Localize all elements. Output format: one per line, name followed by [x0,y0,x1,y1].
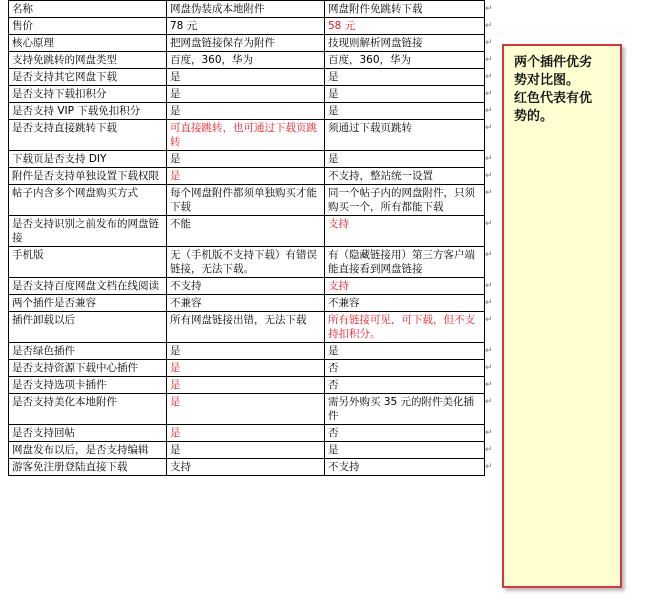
table-cell-c2: 支持 [167,459,325,476]
table-cell-c2: 是 [167,103,325,120]
table-cell-c3: 须通过下载页跳转 [325,120,485,151]
table-row [9,86,485,103]
table-cell-c2: 是 [167,394,325,425]
table-cell-c3: 网盘附件免跳转下载 [325,1,485,18]
table-row [9,425,485,442]
table-cell-c1: 手机版 [9,247,167,278]
table-cell-c2: 是 [167,377,325,394]
table-cell-c2: 把网盘链接保存为附件 [167,35,325,52]
comparison-table [8,0,485,476]
table-row [9,35,485,52]
paragraph-mark: ↵ [485,105,493,116]
table-cell-c2: 是 [167,360,325,377]
table-cell-c3: 否 [325,360,485,377]
table-cell-c1: 支持免跳转的网盘类型 [9,52,167,69]
table-cell-c3: 支持 [325,216,485,247]
table-cell-c3: 百度，360，华为 [325,52,485,69]
table-row [9,278,485,295]
table-cell-c3: 是 [325,442,485,459]
table-cell-c3: 有（隐藏链接用）第三方客户端能直接看到网盘链接 [325,247,485,278]
table-cell-c3: 是 [325,103,485,120]
table-row [9,312,485,343]
table-row [9,103,485,120]
table-cell-c2: 网盘伪装成本地附件 [167,1,325,18]
table-cell-c1: 是否支持百度网盘文档在线阅读 [9,278,167,295]
comparison-table-body [9,1,485,476]
table-cell-c3: 需另外购买 35 元的附件美化插件 [325,394,485,425]
table-row [9,151,485,168]
table-cell-c2: 可直接跳转，也可通过下载页跳转 [167,120,325,151]
table-row [9,442,485,459]
paragraph-mark: ↵ [485,88,493,99]
table-cell-c2: 百度，360，华为 [167,52,325,69]
callout-line: 势的。 [514,109,554,124]
table-row [9,295,485,312]
table-row [9,168,485,185]
table-cell-c3: 否 [325,425,485,442]
table-cell-c3: 支持 [325,278,485,295]
table-cell-c1: 名称 [9,1,167,18]
table-cell-c1: 帖子内含多个网盘购买方式 [9,185,167,216]
table-row [9,247,485,278]
table-row [9,394,485,425]
table-cell-c2: 是 [167,69,325,86]
table-cell-c1: 是否支持美化本地附件 [9,394,167,425]
callout-note [502,44,622,588]
table-row [9,216,485,247]
table-cell-c1: 游客免注册登陆直接下载 [9,459,167,476]
table-cell-c1: 售价 [9,18,167,35]
paragraph-mark: ↵ [485,187,493,198]
table-cell-c2: 无（手机版不支持下载）有错误链接，无法下载。 [167,247,325,278]
table-cell-c1: 是否支持直接跳转下载 [9,120,167,151]
paragraph-mark: ↵ [485,54,493,65]
table-cell-c2: 不兼容 [167,295,325,312]
table-cell-c2: 是 [167,343,325,360]
table-cell-c3: 是 [325,86,485,103]
table-cell-c2: 是 [167,442,325,459]
table-cell-c1: 是否支持选项卡插件 [9,377,167,394]
table-cell-c2: 每个网盘附件都须单独购买才能下载 [167,185,325,216]
table-cell-c3: 否 [325,377,485,394]
paragraph-mark: ↵ [485,314,493,325]
table-row [9,360,485,377]
table-cell-c2: 所有网盘链接出错，无法下载 [167,312,325,343]
table-cell-c2: 是 [167,168,325,185]
paragraph-mark: ↵ [485,461,493,472]
table-row [9,185,485,216]
table-cell-c1: 插件卸载以后 [9,312,167,343]
paragraph-mark: ↵ [485,71,493,82]
table-cell-c1: 是否支持识别之前发布的网盘链接 [9,216,167,247]
table-row [9,377,485,394]
paragraph-mark: ↵ [485,37,493,48]
table-cell-c3: 同一个帖子内的网盘附件，只须购买一个，所有都能下载 [325,185,485,216]
paragraph-mark: ↵ [485,170,493,181]
table-cell-c3: 是 [325,69,485,86]
table-row [9,459,485,476]
paragraph-mark: ↵ [485,218,493,229]
table-cell-c1: 下载页是否支持 DIY [9,151,167,168]
table-cell-c3: 是 [325,151,485,168]
table-cell-c3: 技现则解析网盘链接 [325,35,485,52]
paragraph-mark: ↵ [485,396,493,407]
table-cell-c3: 58 元 [325,18,485,35]
table-cell-c1: 两个插件是否兼容 [9,295,167,312]
table-cell-c1: 是否支持 VIP 下载免扣积分 [9,103,167,120]
callout-line: 两个插件优劣 [514,55,593,70]
table-cell-c1: 是否支持其它网盘下载 [9,69,167,86]
paragraph-mark: ↵ [485,280,493,291]
paragraph-mark: ↵ [485,249,493,260]
table-cell-c3: 不支持 [325,459,485,476]
table-cell-c2: 不能 [167,216,325,247]
table-cell-c2: 78 元 [167,18,325,35]
table-cell-c3: 不兼容 [325,295,485,312]
table-cell-c1: 是否支持回帖 [9,425,167,442]
table-cell-c3: 是 [325,343,485,360]
paragraph-mark: ↵ [485,297,493,308]
table-cell-c1: 是否支持资源下载中心插件 [9,360,167,377]
table-row [9,18,485,35]
table-cell-c2: 是 [167,425,325,442]
table-row [9,1,485,18]
table-cell-c2: 不支持 [167,278,325,295]
table-row [9,120,485,151]
table-cell-c3: 不支持，整站统一设置 [325,168,485,185]
table-cell-c1: 网盘发布以后，是否支持编辑 [9,442,167,459]
paragraph-mark: ↵ [485,444,493,455]
paragraph-mark: ↵ [485,362,493,373]
table-row [9,52,485,69]
paragraph-mark: ↵ [485,153,493,164]
paragraph-mark: ↵ [485,379,493,390]
table-cell-c1: 核心原理 [9,35,167,52]
table-cell-c2: 是 [167,86,325,103]
table-cell-c2: 是 [167,151,325,168]
table-cell-c1: 是否支持下载扣积分 [9,86,167,103]
paragraph-mark: ↵ [485,427,493,438]
table-row [9,343,485,360]
table-cell-c1: 附件是否支持单独设置下载权限 [9,168,167,185]
paragraph-mark: ↵ [485,3,493,14]
paragraph-mark: ↵ [485,122,493,133]
table-row [9,69,485,86]
callout-line: 势对比图。 [514,73,580,88]
table-cell-c1: 是否绿色插件 [9,343,167,360]
table-cell-c3: 所有链接可见，可下载，但不支持扣积分。 [325,312,485,343]
paragraph-mark: ↵ [485,345,493,356]
paragraph-mark: ↵ [485,20,493,31]
callout-line: 红色代表有优 [514,91,593,106]
